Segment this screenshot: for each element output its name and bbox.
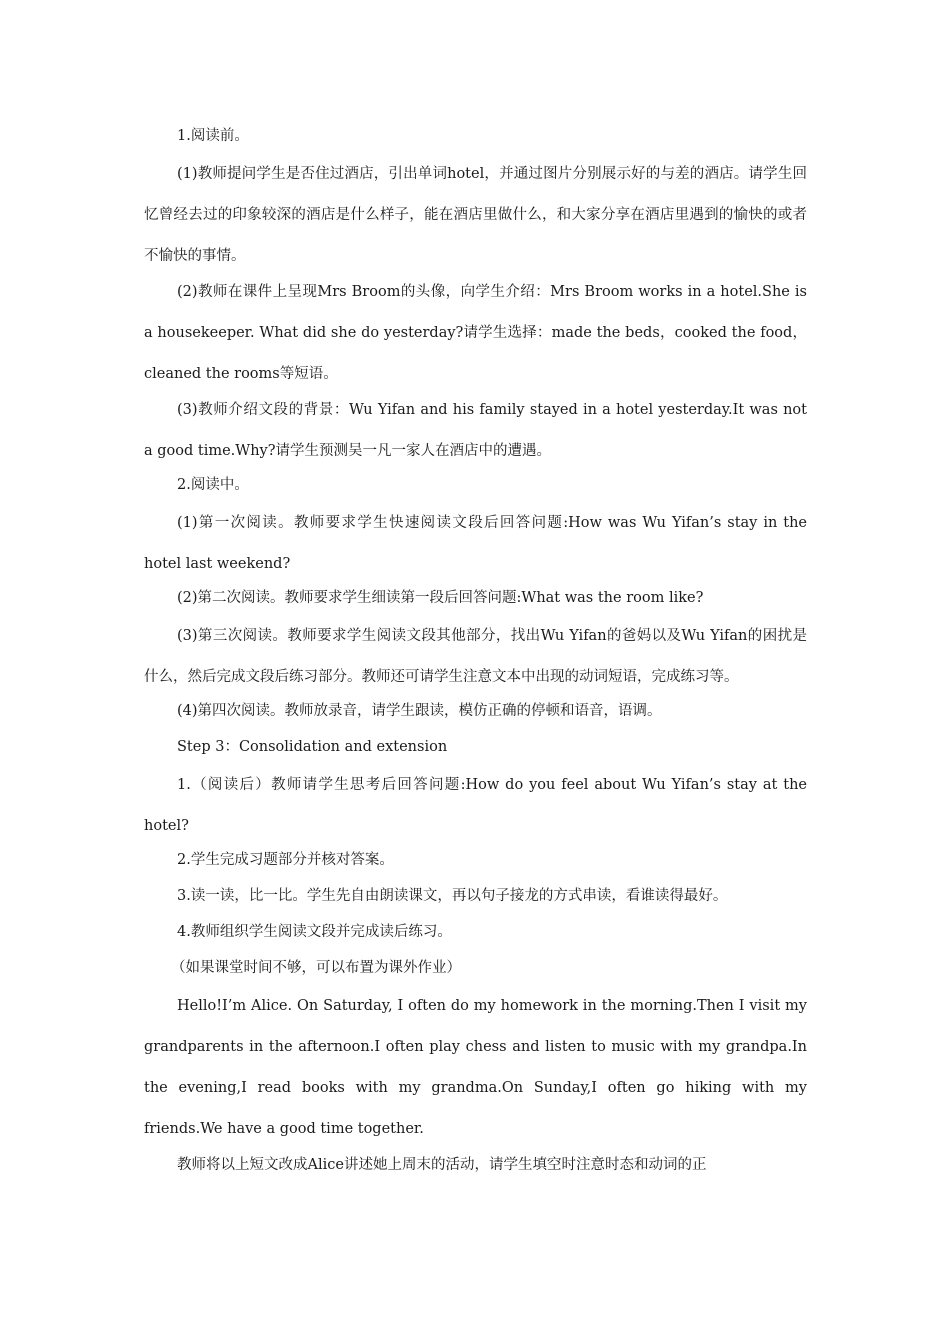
- alice-passage: Hello!I’m Alice. On Saturday, I often do my homework in the morning.Then I visit my grandparents in the afternoon.I often play chess and listen to music with my grandpa.In the evening,I read books with my grandma.On Sunday,I often go hiking with my friends.We have a good time together.: [144, 998, 807, 1137]
- paragraph-after-reading-4: 4.教师组织学生阅读文段并完成读后练习。: [177, 924, 452, 940]
- document-page: [144, 118, 807, 1181]
- paragraph-while-reading-heading: 2.阅读中。: [177, 477, 249, 493]
- homework-note: （如果课堂时间不够，可以布置为课外作业）: [171, 960, 461, 976]
- paragraph-after-reading-1: 1.（阅读后）教师请学生思考后回答问题:How do you feel about Wu Yifan’s stay at the hotel?: [144, 777, 807, 834]
- paragraph-before-reading-heading: 1.阅读前。: [177, 128, 249, 144]
- paragraph-while-reading-3: (3)第三次阅读。教师要求学生阅读文段其他部分，找出Wu Yifan的爸妈以及Wu Yifan的困扰是什么，然后完成文段后练习部分。教师还可请学生注意文本中出现的动词短语，完成练习等。: [144, 628, 807, 685]
- paragraph-after-reading-2: 2.学生完成习题部分并核对答案。: [177, 852, 394, 868]
- paragraph-after-reading-3: 3.读一读，比一比。学生先自由朗读课文，再以句子接龙的方式串读，看谁读得最好。: [177, 888, 728, 904]
- paragraph-before-reading-3: (3)教师介绍文段的背景：Wu Yifan and his family stayed in a hotel yesterday.It was not a good time.Why?请学生预测吴一凡一家人在酒店中的遭遇。: [144, 402, 807, 459]
- paragraph-while-reading-4: (4)第四次阅读。教师放录音，请学生跟读，模仿正确的停顿和语音，语调。: [177, 703, 662, 719]
- paragraph-while-reading-2: (2)第二次阅读。教师要求学生细读第一段后回答问题:What was the room like?: [177, 590, 704, 606]
- step-3-heading: Step 3：Consolidation and extension: [177, 739, 448, 755]
- paragraph-before-reading-1: (1)教师提问学生是否住过酒店，引出单词hotel，并通过图片分别展示好的与差的酒店。请学生回忆曾经去过的印象较深的酒店是什么样子，能在酒店里做什么，和大家分享在酒店里遇到的愉快的或者不愉快的事情。: [144, 166, 807, 264]
- paragraph-before-reading-2: (2)教师在课件上呈现Mrs Broom的头像，向学生介绍：Mrs Broom works in a hotel.She is a housekeeper. What did she do yesterday?请学生选择：made the beds，cooked the food，cleaned the rooms等短语。: [144, 284, 807, 382]
- paragraph-teacher-instruction: 教师将以上短文改成Alice讲述她上周末的活动，请学生填空时注意时态和动词的正: [177, 1157, 707, 1173]
- paragraph-while-reading-1: (1)第一次阅读。教师要求学生快速阅读文段后回答问题:How was Wu Yifan’s stay in the hotel last weekend?: [144, 515, 807, 572]
